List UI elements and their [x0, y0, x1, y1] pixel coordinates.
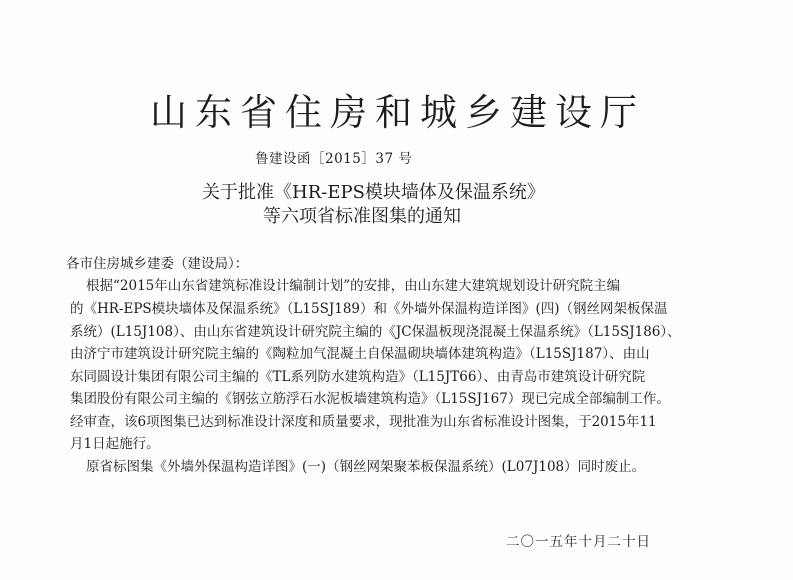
- notice-title-line-2: 等六项省标准图集的通知: [263, 206, 461, 227]
- issue-date: 二〇一五年十月二十日: [506, 534, 651, 550]
- body-line: 根据“2015年山东省建筑标准设计编制计划”的安排，由山东建大建筑规划设计研究院主编: [86, 278, 621, 294]
- body-line: 月1日起施行。: [70, 436, 160, 452]
- body-line: 经审查，该6项图集已达到标准设计深度和质量要求，现批准为山东省标准设计图集，于2015年11: [70, 414, 657, 430]
- agency-header: 山东省住房和城乡建设厅: [150, 91, 645, 134]
- body-line: 系统）(L15J108）、由山东省建筑设计研究院主编的《JC保温板现浇混凝土保温系统》（L15SJ186）、: [70, 324, 681, 340]
- body-line: 由济宁市建筑设计研究院主编的《陶粒加气混凝土自保温砌块墙体建筑构造》（L15SJ187）、由山: [70, 346, 650, 362]
- document-number: 鲁建设函［2015］37 号: [255, 151, 413, 167]
- notice-title-line-1: 关于批准《HR-EPS模块墙体及保温系统》: [202, 182, 545, 203]
- body-line: 原省标图集《外墙外保温构造详图》(一)（钢丝网架聚苯板保温系统）(L07J108）同时废止。: [86, 459, 646, 475]
- addressee: 各市住房城乡建委（建设局）：: [66, 256, 249, 272]
- body-line: 东同圆设计集团有限公司主编的《TL系列防水建筑构造》（L15JT66）、由青岛市建筑设计研究院: [70, 369, 646, 385]
- body-line: 集团股份有限公司主编的《钢弦立筋浮石水泥板墙建筑构造》（L15SJ167）现已完成全部编制工作。: [70, 391, 670, 407]
- body-line: 的《HR-EPS模块墙体及保温系统》（L15SJ189）和《外墙外保温构造详图》(四)（钢丝网架板保温: [70, 301, 668, 317]
